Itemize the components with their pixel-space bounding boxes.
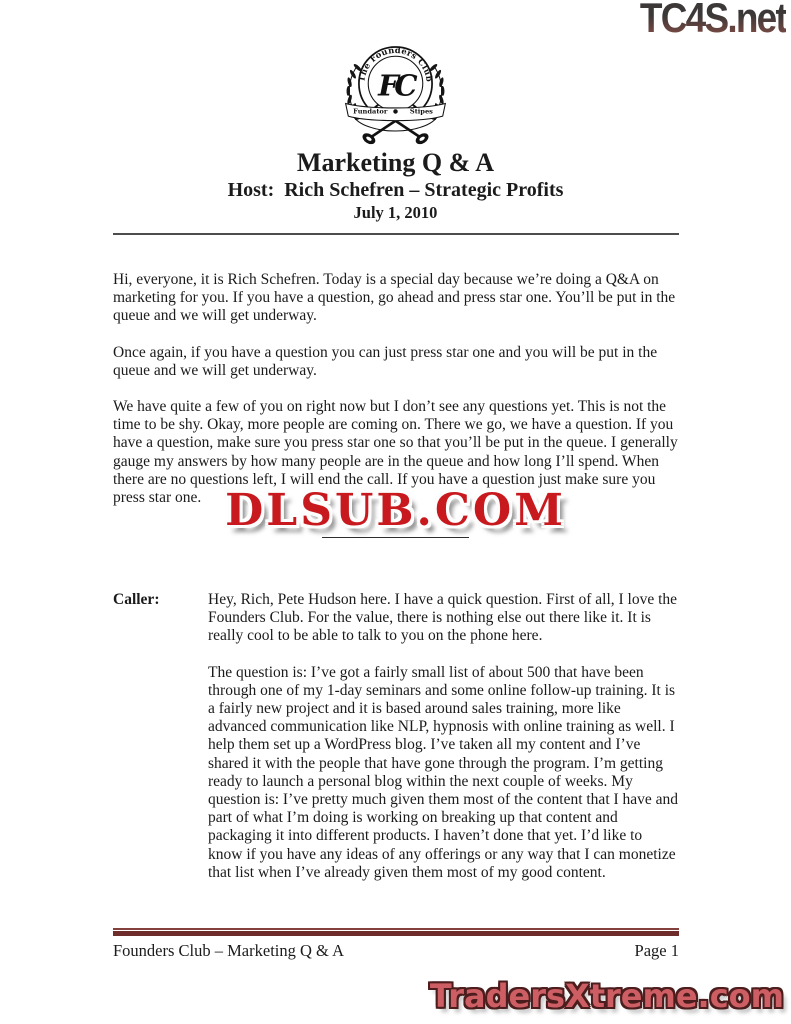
- crest-ribbon-ornament: [393, 109, 398, 114]
- crest-ribbon-left: Fundator: [353, 107, 388, 116]
- page-title: Marketing Q & A: [296, 148, 495, 177]
- host-line: Host: Rich Schefren – Strategic Profits: [227, 179, 564, 201]
- document-header: [0, 149, 791, 222]
- caller-paragraph: The question is: I’ve got a fairly small list of about 500 that have been through one of my 1-day seminars and some online follow-up training. It is a fairly new project and it is based around sales training, more like advanced communication like NLP, hypnosis with online training as well. I help them set up a WordPress blog. I’ve taken all my content and I’ve shared it with the people that have gone through the program. I’m getting ready to launch a personal blog within the next couple of weeks. My question is: I’ve pretty much given them most of the content that I have and part of what I’m doing is working on breaking up that content and packaging it into different products. I haven’t done that yet. I’d like to know if you have any ideas of any offerings or any way that I can monetize that list when I’ve already given them most of my good content.: [208, 663, 679, 881]
- caller-text: [208, 591, 679, 900]
- paragraph: Hi, everyone, it is Rich Schefren. Today is a special day because we’re doing a Q&A on marketing for you. If you have a question, go ahead and press star one. You’ll be put in the queue and we will get underway.: [113, 271, 676, 325]
- footer-rule: [113, 928, 679, 936]
- crest-monogram: FC: [378, 68, 413, 103]
- crest-club-name: The Founders Club: [356, 44, 435, 83]
- caller-paragraph: Hey, Rich, Pete Hudson here. I have a quick question. First of all, I love the Founders Club. For the value, there is nothing else out there like it. It is really cool to be able to talk to you on the phone here.: [208, 591, 678, 645]
- crest-ribbon-right: Stipes: [409, 107, 433, 116]
- tradersxtreme-watermark: TradersXtreme.com: [429, 977, 784, 1015]
- caller-section: [113, 591, 679, 900]
- caller-label: Caller:: [113, 591, 160, 608]
- date-line: July 1, 2010: [353, 203, 438, 222]
- footer-title: Founders Club – Marketing Q & A: [113, 941, 344, 960]
- page-footer: [113, 941, 679, 961]
- paragraph: Once again, if you have a question you can just press star one and you will be put in the queue and we will get underway.: [113, 343, 658, 379]
- dlsub-watermark: DLSUB.COM: [225, 485, 566, 536]
- section-divider: [322, 537, 469, 538]
- tc4s-watermark: TC4S.net: [640, 0, 786, 42]
- header-divider: [113, 233, 679, 235]
- page-number: Page 1: [634, 941, 679, 960]
- founders-club-logo: [329, 42, 462, 149]
- paragraph: We have quite a few of you on right now but I don’t see any questions yet. This is not the time to be shy. Okay, more people are coming on. There we go, we have a question. If you have a question, make sure you press star one so that you’ll be put in the queue. I generally gauge my answers by how many people are in the queue and how long I’ll spend. When there are no questions left, I will end the call. If you have a question just make sure you press star one.: [113, 398, 678, 507]
